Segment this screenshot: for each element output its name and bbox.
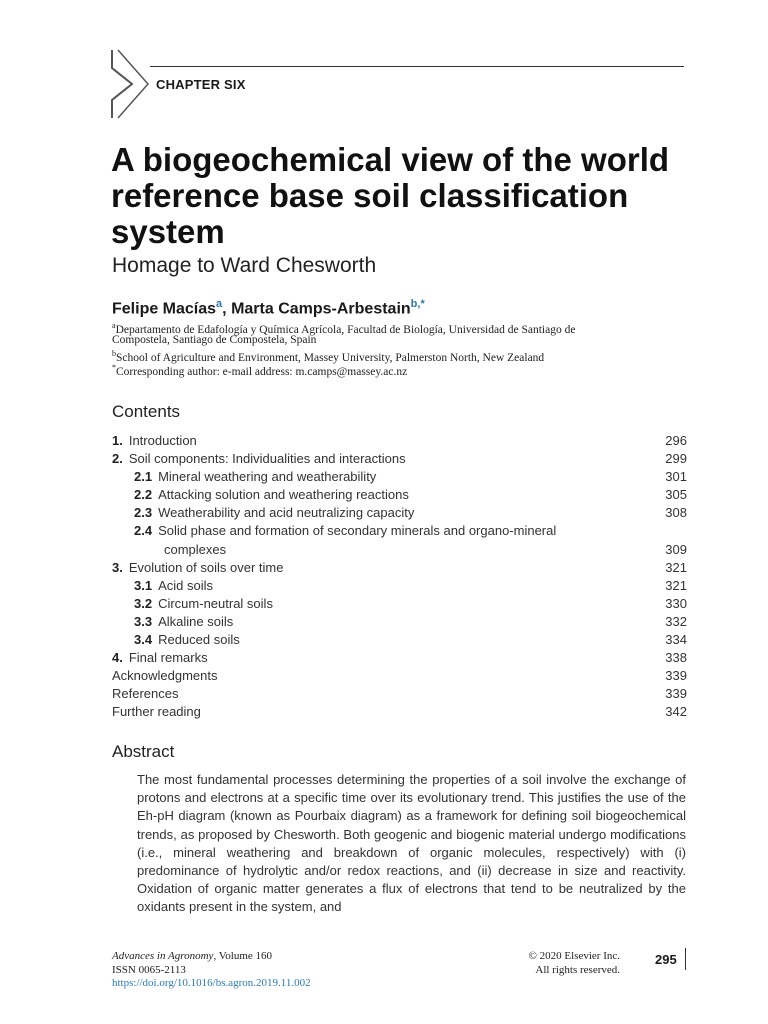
- toc-page: 339: [665, 668, 687, 684]
- chapter-subtitle: Homage to Ward Chesworth: [112, 254, 377, 277]
- toc-number: 2.3: [134, 505, 153, 521]
- toc-entry[interactable]: [112, 631, 687, 649]
- toc-page: 296: [665, 433, 687, 448]
- toc-number: 3.1: [134, 577, 153, 593]
- toc-title: complexes: [164, 541, 227, 557]
- toc-title: Final remarks: [128, 650, 208, 666]
- toc-title: Introduction: [128, 433, 197, 448]
- copyright-text: © 2020 Elsevier Inc.: [528, 950, 620, 962]
- toc-page: 339: [665, 686, 687, 702]
- toc-entry[interactable]: [112, 667, 687, 685]
- toc-page: 330: [665, 595, 687, 611]
- toc-page: 305: [665, 487, 687, 503]
- page-number: 295: [655, 952, 677, 967]
- affiliation-mark: a: [112, 321, 116, 330]
- affiliation-mark[interactable]: a: [216, 298, 223, 310]
- toc-title: Solid phase and formation of secondary minerals and organo-mineral: [158, 523, 557, 539]
- toc-page: 334: [665, 632, 687, 648]
- toc-number: 2.2: [134, 487, 153, 503]
- issn: ISSN 0065-2113: [112, 963, 186, 976]
- toc-title: Attacking solution and weathering reactions: [158, 487, 409, 503]
- toc-number: 2.1: [134, 469, 153, 485]
- author-separator: ,: [222, 300, 232, 318]
- toc-entry[interactable]: [112, 468, 687, 486]
- abstract-text: The most fundamental processes determining the properties of a soil involve the exchange of protons and electrons at a specific time over its evolutionary trend. This justifies the use of the Eh-pH diagram (known as Pourbaix diagram) as a framework for defining soil biogeochemical trends, as proposed by Chesworth. Both geogenic and biogenic material undergo modifications (i.e., mineral weathering and breakdown of organic molecules, respectively) with (i) predominance of hydrolytic and/or redox reactions, and (ii) decrease in size and reactivity. Oxidation of organic matter generates a flux of electrons that tend to be neutralized by the oxidants present in the system, and: [137, 772, 686, 915]
- journal-volume: , Volume 160: [213, 950, 273, 962]
- toc-entry[interactable]: [112, 613, 687, 631]
- toc-entry[interactable]: [112, 504, 687, 522]
- toc-title: Further reading: [112, 704, 201, 720]
- author-list: [112, 298, 425, 318]
- toc-number: 4.: [112, 650, 123, 666]
- toc-title: Acknowledgments: [112, 668, 218, 684]
- toc-title: Circum-neutral soils: [158, 595, 273, 611]
- affiliation-mark[interactable]: b,*: [410, 298, 425, 310]
- toc-page: 342: [665, 704, 687, 720]
- toc-page: 332: [665, 613, 687, 629]
- toc-entry[interactable]: [112, 522, 687, 540]
- abstract-heading: Abstract: [112, 742, 175, 761]
- toc-title: Acid soils: [158, 577, 213, 593]
- toc-title: Weatherability and acid neutralizing capacity: [158, 505, 415, 521]
- toc-page: 338: [665, 650, 687, 666]
- contents-heading: Contents: [112, 402, 181, 421]
- toc-page: 321: [665, 559, 687, 575]
- toc-page: 308: [665, 505, 687, 521]
- toc-number: 3.: [112, 559, 123, 575]
- doi-link[interactable]: https://doi.org/10.1016/bs.agron.2019.11.002: [112, 977, 311, 989]
- toc-title: Mineral weathering and weatherability: [158, 469, 377, 485]
- page-number-rule: [685, 948, 686, 970]
- toc-title: Alkaline soils: [158, 613, 234, 629]
- toc-entry[interactable]: [112, 432, 687, 450]
- toc-title: Reduced soils: [158, 632, 240, 648]
- toc-page: 299: [665, 451, 687, 467]
- footer-copyright: [500, 950, 620, 977]
- corresponding-author: [112, 361, 407, 379]
- toc-entry[interactable]: [112, 559, 687, 577]
- author-name: Marta Camps-Arbestain: [231, 300, 411, 318]
- toc-title: Soil components: Individualities and interactions: [128, 451, 406, 467]
- toc-number: 2.: [112, 451, 123, 467]
- toc-entry[interactable]: [112, 703, 687, 721]
- corresponding-mark: *: [112, 363, 116, 372]
- toc-page: 309: [665, 541, 687, 557]
- toc-entry[interactable]: [112, 595, 687, 613]
- chapter-title: A biogeochemical view of the world reference base soil classification system: [111, 141, 670, 250]
- toc-page: 301: [665, 469, 687, 485]
- chapter-chevron-icon: [110, 48, 150, 120]
- toc-entry-continuation[interactable]: [112, 541, 687, 559]
- toc-number: 3.3: [134, 613, 153, 629]
- chapter-rule: [150, 66, 684, 67]
- toc-number: 3.2: [134, 595, 153, 611]
- affiliation-text: Departamento de Edafología y Química Agrícola, Facultad de Biología, Universidad de Santiago de: [115, 323, 576, 336]
- journal-name: Advances in Agronomy: [112, 950, 214, 962]
- corresponding-text: Corresponding author: e-mail address: m.camps@massey.ac.nz: [116, 365, 408, 378]
- toc-title: Evolution of soils over time: [128, 559, 284, 575]
- toc-entry[interactable]: [112, 486, 687, 504]
- footer-citation: [112, 950, 311, 991]
- toc-number: 2.4: [134, 523, 153, 539]
- toc-entry[interactable]: [112, 577, 687, 595]
- rights-text: All rights reserved.: [535, 963, 620, 976]
- toc-number: 1.: [112, 433, 123, 448]
- table-of-contents: [112, 432, 687, 722]
- toc-title: References: [112, 686, 179, 702]
- affiliation-mark: b: [112, 349, 116, 358]
- toc-number: 3.4: [134, 632, 153, 648]
- toc-entry[interactable]: [112, 649, 687, 667]
- toc-entry[interactable]: [112, 685, 687, 703]
- chapter-label: CHAPTER SIX: [156, 77, 246, 92]
- author-name: Felipe Macías: [112, 300, 217, 318]
- affiliation-text: School of Agriculture and Environment, Massey University, Palmerston North, New Zealand: [116, 351, 545, 364]
- affiliation-a-cont: Compostela, Santiago de Compostela, Spain: [112, 334, 317, 346]
- toc-page: 321: [665, 577, 687, 593]
- toc-entry[interactable]: [112, 450, 687, 468]
